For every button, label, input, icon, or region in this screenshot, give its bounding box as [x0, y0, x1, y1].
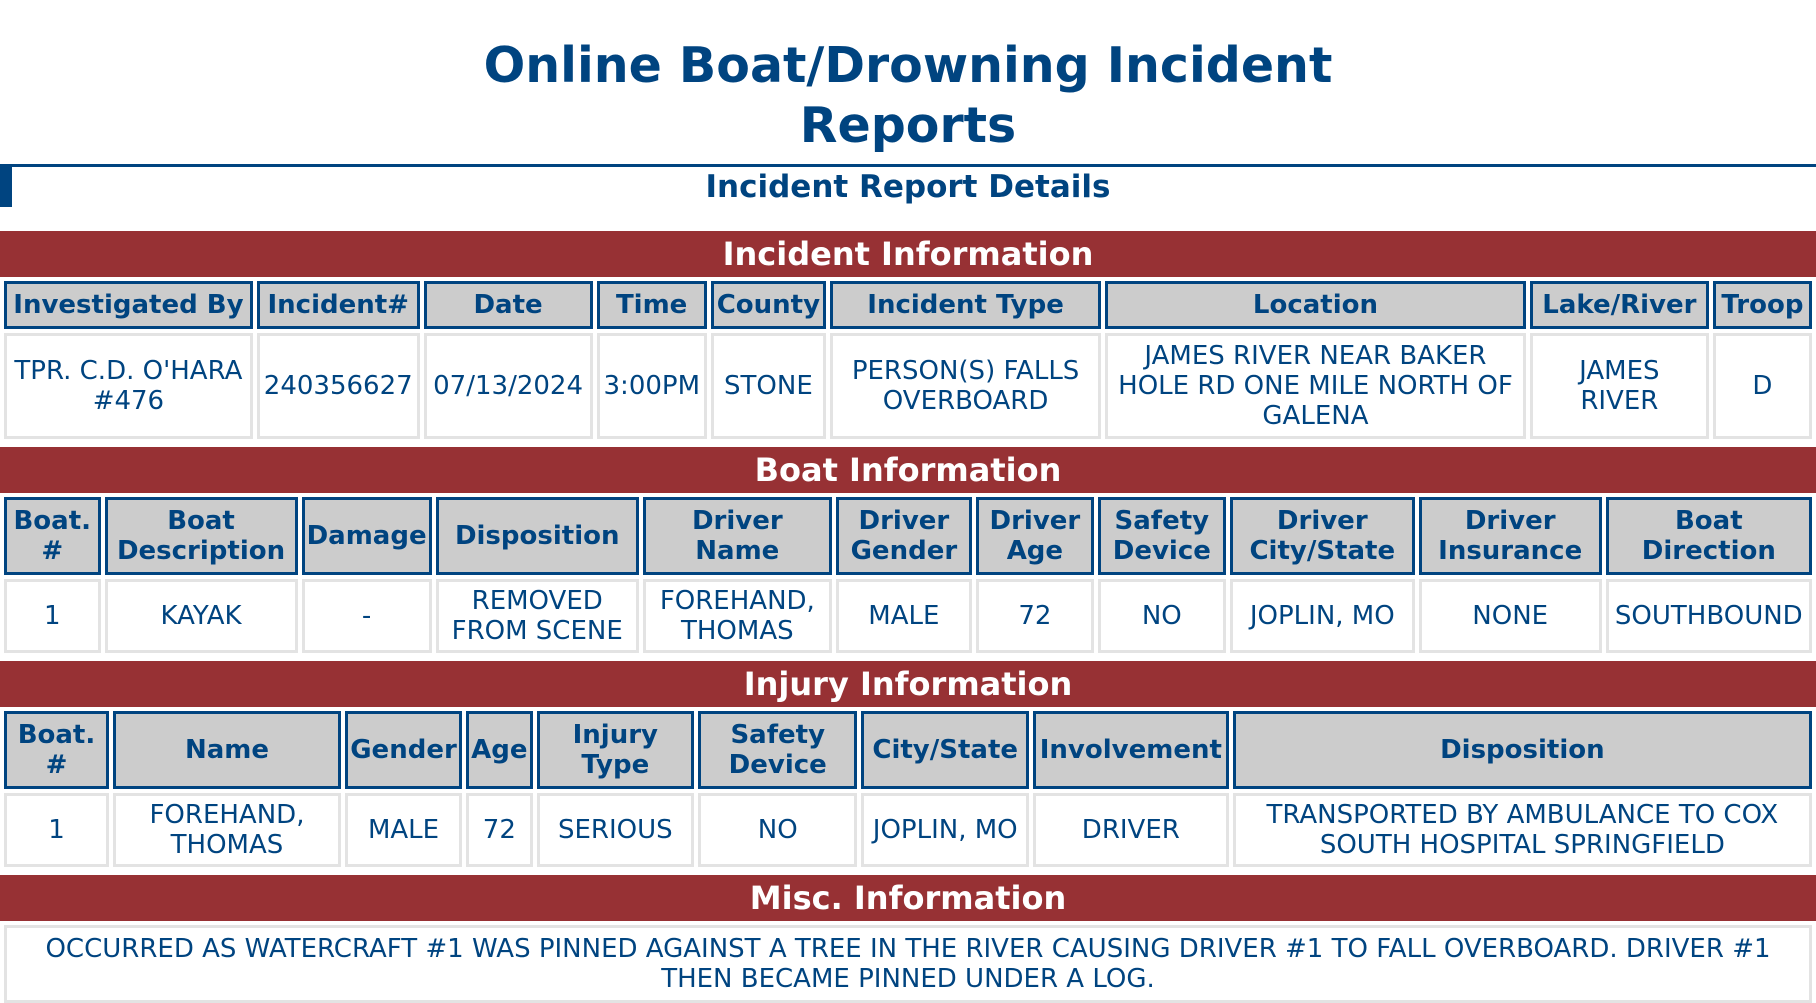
- incident-section-header: Incident Information: [0, 231, 1816, 277]
- driver-city-state-value: JOPLIN, MO: [1230, 579, 1415, 653]
- boat-number-value: 1: [4, 579, 101, 653]
- date-value: 07/13/2024: [424, 333, 593, 439]
- safety-device-value: NO: [1098, 579, 1226, 653]
- page-subtitle: Incident Report Details: [705, 169, 1111, 205]
- col-driver-city-state: Driver City/State: [1230, 497, 1415, 575]
- involvement-value: DRIVER: [1033, 793, 1229, 867]
- col-boat-direction: Boat Direction: [1606, 497, 1812, 575]
- col-involvement: Involvement: [1033, 711, 1229, 789]
- incident-table: [0, 277, 1816, 443]
- col-location: Location: [1105, 281, 1526, 329]
- lake-river-value: JAMES RIVER: [1530, 333, 1709, 439]
- accent-block: [0, 167, 12, 207]
- name-value: FOREHAND, THOMAS: [113, 793, 341, 867]
- page-title-line2: Reports: [799, 97, 1017, 154]
- age-value: 72: [466, 793, 533, 867]
- col-boat-number: Boat. #: [4, 711, 109, 789]
- boat-header-row: [4, 497, 1812, 575]
- boat-number-value: 1: [4, 793, 109, 867]
- disposition-value: TRANSPORTED BY AMBULANCE TO COX SOUTH HOSPITAL SPRINGFIELD: [1233, 793, 1812, 867]
- col-name: Name: [113, 711, 341, 789]
- city-state-value: JOPLIN, MO: [861, 793, 1029, 867]
- time-value: 3:00PM: [597, 333, 707, 439]
- col-age: Age: [466, 711, 533, 789]
- table-row: [4, 579, 1812, 653]
- disposition-value: REMOVED FROM SCENE: [436, 579, 639, 653]
- driver-insurance-value: NONE: [1419, 579, 1602, 653]
- driver-name-value: FOREHAND, THOMAS: [643, 579, 832, 653]
- injury-header-row: [4, 711, 1812, 789]
- col-disposition: Disposition: [1233, 711, 1812, 789]
- col-safety-device: Safety Device: [1098, 497, 1226, 575]
- misc-section-header: Misc. Information: [0, 875, 1816, 921]
- location-value: JAMES RIVER NEAR BAKER HOLE RD ONE MILE NORTH OF GALENA: [1105, 333, 1526, 439]
- injury-type-value: SERIOUS: [537, 793, 694, 867]
- subtitle-area: [0, 167, 1816, 227]
- col-county: County: [711, 281, 826, 329]
- injury-table: [0, 707, 1816, 871]
- page-title: [0, 0, 1816, 156]
- col-investigated-by: Investigated By: [4, 281, 253, 329]
- troop-value: D: [1713, 333, 1812, 439]
- col-lake-river: Lake/River: [1530, 281, 1709, 329]
- boat-table: [0, 493, 1816, 657]
- incident-header-row: [4, 281, 1812, 329]
- investigated-by-value: TPR. C.D. O'HARA #476: [4, 333, 253, 439]
- col-city-state: City/State: [861, 711, 1029, 789]
- col-safety-device: Safety Device: [698, 711, 857, 789]
- incident-type-value: PERSON(S) FALLS OVERBOARD: [830, 333, 1101, 439]
- col-disposition: Disposition: [436, 497, 639, 575]
- boat-section-header: Boat Information: [0, 447, 1816, 493]
- col-gender: Gender: [345, 711, 462, 789]
- col-driver-name: Driver Name: [643, 497, 832, 575]
- col-injury-type: Injury Type: [537, 711, 694, 789]
- safety-device-value: NO: [698, 793, 857, 867]
- incident-number-value: 240356627: [257, 333, 420, 439]
- col-driver-insurance: Driver Insurance: [1419, 497, 1602, 575]
- col-time: Time: [597, 281, 707, 329]
- boat-description-value: KAYAK: [105, 579, 298, 653]
- col-boat-number: Boat. #: [4, 497, 101, 575]
- driver-gender-value: MALE: [836, 579, 972, 653]
- col-driver-age: Driver Age: [976, 497, 1094, 575]
- col-driver-gender: Driver Gender: [836, 497, 972, 575]
- injury-section-header: Injury Information: [0, 661, 1816, 707]
- col-incident-type: Incident Type: [830, 281, 1101, 329]
- county-value: STONE: [711, 333, 826, 439]
- table-row: [4, 793, 1812, 867]
- col-date: Date: [424, 281, 593, 329]
- col-incident-number: Incident#: [257, 281, 420, 329]
- col-boat-description: Boat Description: [105, 497, 298, 575]
- boat-direction-value: SOUTHBOUND: [1606, 579, 1812, 653]
- damage-value: -: [302, 579, 432, 653]
- driver-age-value: 72: [976, 579, 1094, 653]
- col-troop: Troop: [1713, 281, 1812, 329]
- page-title-line1: Online Boat/Drowning Incident: [483, 37, 1333, 94]
- table-row: [4, 333, 1812, 439]
- misc-narrative: OCCURRED AS WATERCRAFT #1 WAS PINNED AGAINST A TREE IN THE RIVER CAUSING DRIVER #1 TO FALL OVERBOARD. DRIVER #1 THEN BECAME PINNED UNDER A LOG.: [4, 925, 1812, 1003]
- col-damage: Damage: [302, 497, 432, 575]
- gender-value: MALE: [345, 793, 462, 867]
